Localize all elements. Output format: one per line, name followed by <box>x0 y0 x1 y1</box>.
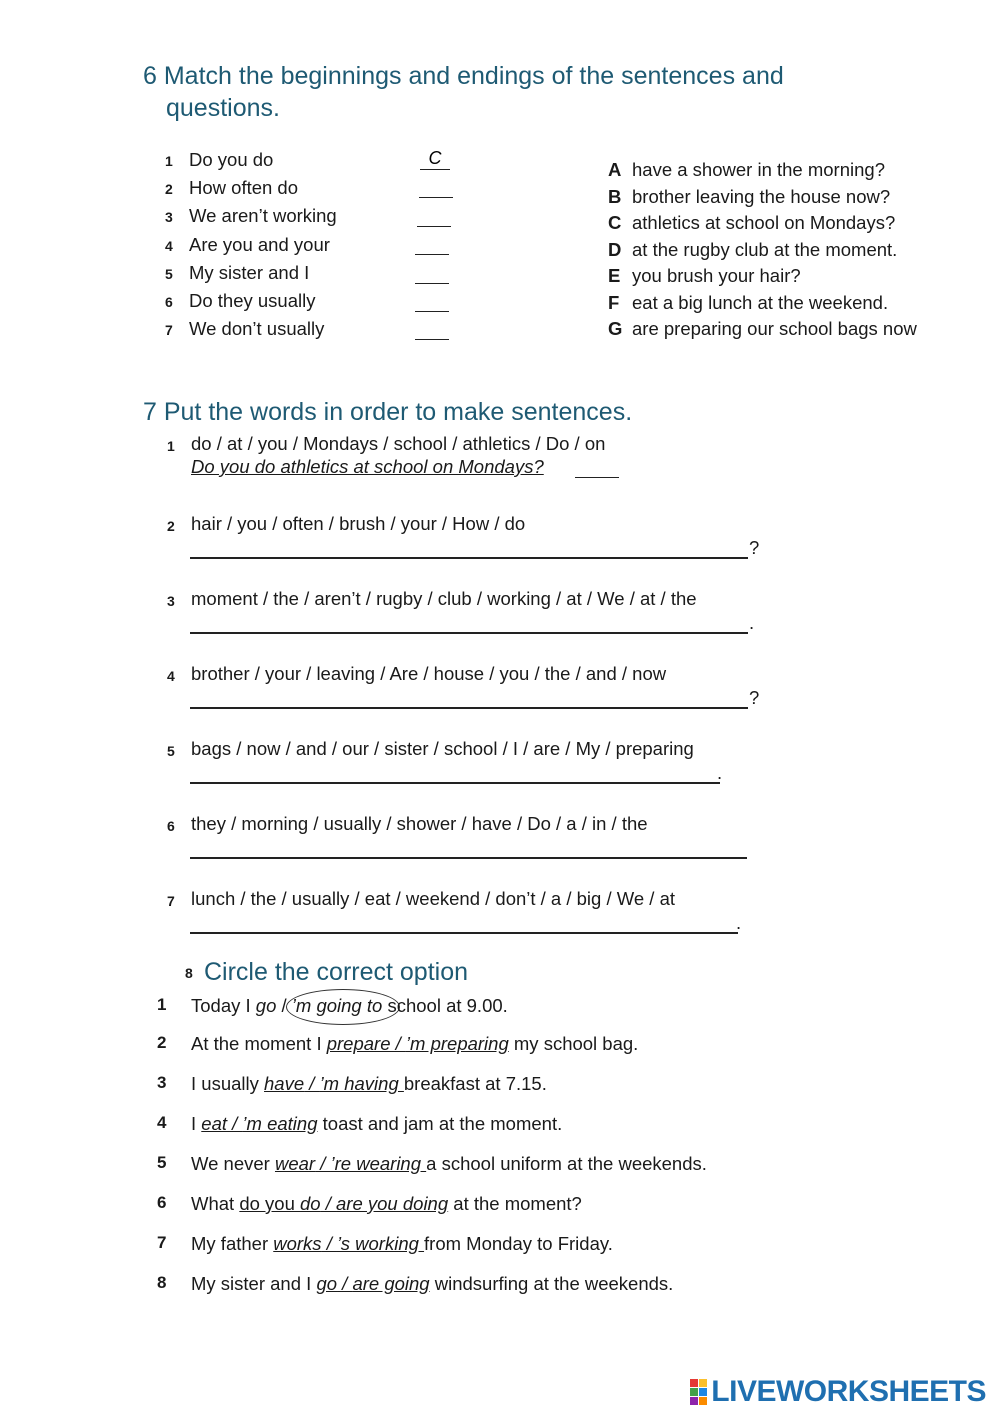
ex7-heading: 7 Put the words in order to make sentences. <box>143 398 633 426</box>
ex6-ending-letter: F <box>608 292 620 313</box>
ex8-text-after: school at 9.00. <box>382 995 508 1016</box>
ex6-ending-text: at the rugby club at the moment. <box>632 239 898 260</box>
ex8-option-1[interactable]: go <box>316 1273 338 1294</box>
ex7-end-punctuation: . <box>717 762 723 783</box>
ex6-ending <box>608 292 888 314</box>
ex8-trailing-word: to <box>361 995 383 1016</box>
ex8-text-before: My father <box>191 1233 274 1254</box>
ex7-end-punctuation: ? <box>749 537 760 558</box>
ex6-ending-text: have a shower in the morning? <box>632 159 885 180</box>
ex6-ending <box>608 239 897 261</box>
ex6-item-number: 4 <box>165 238 173 254</box>
ex6-ending-letter: E <box>608 265 621 286</box>
ex6-ending-text: are preparing our school bags now <box>632 318 917 339</box>
ex6-item-text: How often do <box>189 177 299 198</box>
ex8-item-number: 6 <box>157 1193 167 1212</box>
ex6-item-number: 5 <box>165 266 173 282</box>
ex6-item-number: 6 <box>165 294 173 310</box>
ex8-text-after: windsurfing at the weekends. <box>429 1273 674 1294</box>
ex6-ending <box>608 212 895 234</box>
ex6-item-text: My sister and I <box>189 262 310 283</box>
ex8-text-after: breakfast at 7.15. <box>403 1073 547 1094</box>
ex6-item-number: 1 <box>165 153 173 169</box>
ex8-option-separator: / <box>227 1113 243 1134</box>
ex7-item-number: 2 <box>167 518 175 534</box>
ex7-item-words: hair / you / often / brush / your / How / do <box>191 513 526 534</box>
ex8-item-number: 3 <box>157 1073 167 1092</box>
ex6-item-number: 7 <box>165 322 173 338</box>
ex8-option-1[interactable]: have <box>264 1073 305 1094</box>
ex6-answer-input-1[interactable] <box>420 147 450 170</box>
ex7-item-number: 3 <box>167 593 175 609</box>
ex7-answer-input-4[interactable] <box>190 683 748 709</box>
ex6-answer-input-3[interactable] <box>417 204 451 227</box>
ex8-text-after: at the moment? <box>448 1193 582 1214</box>
ex8-option-2[interactable]: ’m going <box>291 995 362 1016</box>
ex7-example-answer: Do you do athletics at school on Mondays? <box>191 456 544 477</box>
ex6-ending-letter: B <box>608 186 622 207</box>
ex7-answer-input-3[interactable] <box>190 608 748 634</box>
ex6-ending <box>608 318 917 340</box>
ex8-text-before: We never <box>191 1153 275 1174</box>
ex8-option-2[interactable]: are going <box>352 1273 430 1294</box>
ex7-answer-input-6[interactable] <box>190 833 747 859</box>
ex8-option-separator: / <box>315 1153 331 1174</box>
ex7-item-number: 4 <box>167 668 175 684</box>
ex6-item-text: We don’t usually <box>189 318 325 339</box>
ex6-item-number: 2 <box>165 181 173 197</box>
ex7-answer-input-2[interactable] <box>190 533 748 559</box>
ex7-item-number: 6 <box>167 818 175 834</box>
ex6-item-text: We aren’t working <box>189 205 337 226</box>
logo-mark-icon <box>690 1379 707 1405</box>
ex7-item-words: moment / the / aren’t / rugby / club / working / at / We / at / the <box>191 588 697 609</box>
ex7-item-number: 5 <box>167 743 175 759</box>
ex8-item <box>191 1113 562 1135</box>
ex6-ending-text: you brush your hair? <box>632 265 801 286</box>
ex7-example-underline <box>575 477 619 478</box>
ex6-ending-text: athletics at school on Mondays? <box>632 212 896 233</box>
ex7-item-words: bags / now / and / our / sister / school / I / are / My / preparing <box>191 738 694 759</box>
ex8-option-1[interactable]: eat <box>201 1113 227 1134</box>
ex8-option-1[interactable]: works <box>273 1233 322 1254</box>
ex8-heading: Circle the correct option <box>204 958 469 986</box>
ex6-item-text: Do they usually <box>189 290 316 311</box>
ex8-item-number: 7 <box>157 1233 167 1252</box>
ex7-answer-input-7[interactable] <box>190 908 738 934</box>
ex7-item-number: 7 <box>167 893 175 909</box>
ex6-item-text: Are you and your <box>189 234 330 255</box>
ex7-end-punctuation: . <box>736 912 742 933</box>
ex8-text-before: My sister and I <box>191 1273 317 1294</box>
ex7-answer-input-5[interactable] <box>190 758 723 784</box>
ex7-item-number: 1 <box>167 438 175 454</box>
ex7-item-words: do / at / you / Mondays / school / athletics / Do / on <box>191 433 606 454</box>
ex6-heading-line2: questions. <box>166 94 280 122</box>
ex8-option-1[interactable]: prepare <box>326 1033 391 1054</box>
ex8-text-after: my school bag. <box>508 1033 639 1054</box>
ex6-ending-text: eat a big lunch at the weekend. <box>632 292 889 313</box>
ex6-answer-input-4[interactable] <box>415 232 449 255</box>
ex8-option-2[interactable]: are you doing <box>336 1193 449 1214</box>
ex6-ending-text: brother leaving the house now? <box>632 186 891 207</box>
ex6-heading-line1: 6 Match the beginnings and endings of the sentences and <box>143 62 784 90</box>
ex8-option-2[interactable]: ’m eating <box>242 1113 318 1134</box>
ex8-option-2[interactable]: ’re wearing <box>330 1153 427 1174</box>
ex8-text-before: What <box>191 1193 240 1214</box>
ex8-option-1[interactable]: do <box>300 1193 321 1214</box>
ex8-item-number: 1 <box>157 995 167 1014</box>
ex8-text-after: from Monday to Friday. <box>424 1233 613 1254</box>
ex8-item <box>191 1033 638 1055</box>
ex6-answer-input-6[interactable] <box>415 289 449 312</box>
ex8-option-separator: / <box>321 1233 337 1254</box>
ex8-item <box>191 1273 673 1295</box>
ex6-ending-letter: G <box>608 318 623 339</box>
ex8-item-number: 4 <box>157 1113 167 1132</box>
ex8-option-2[interactable]: ’m preparing <box>405 1033 509 1054</box>
ex8-option-separator: / <box>276 995 292 1016</box>
ex8-text-after: toast and jam at the moment. <box>317 1113 563 1134</box>
ex6-ending-letter: A <box>608 159 622 180</box>
ex6-ending-letter: C <box>608 212 622 233</box>
ex6-item-text: Do you do <box>189 149 274 170</box>
ex8-text-before: At the moment I <box>191 1033 327 1054</box>
ex7-end-punctuation: ? <box>749 687 760 708</box>
ex8-item <box>191 1073 547 1095</box>
ex8-item-number: 2 <box>157 1033 167 1052</box>
ex7-item-words: lunch / the / usually / eat / weekend / don’t / a / big / We / at <box>191 888 676 909</box>
ex8-option-2[interactable]: ’s working <box>336 1233 425 1254</box>
ex8-text-before: I usually <box>191 1073 265 1094</box>
ex6-ending <box>608 159 885 181</box>
ex8-text-before: Today I <box>191 995 256 1016</box>
ex8-item-number: 8 <box>157 1273 167 1292</box>
ex8-option-2[interactable]: ’m having <box>319 1073 404 1094</box>
ex8-item <box>191 1193 582 1215</box>
ex7-item-words: brother / your / leaving / Are / house / you / the / and / now <box>191 663 667 684</box>
ex8-option-1[interactable]: wear <box>274 1153 316 1174</box>
ex6-answer-input-7[interactable] <box>415 317 449 340</box>
logo-text: LIVEWORKSHEETS <box>711 1375 986 1408</box>
ex6-item-number: 3 <box>165 209 173 225</box>
ex8-item <box>191 1233 613 1255</box>
ex8-text-after: a school uniform at the weekends. <box>426 1153 707 1174</box>
liveworksheets-logo[interactable] <box>690 1375 986 1409</box>
ex8-option-separator: / <box>390 1033 406 1054</box>
ex8-text-lead: do you <box>239 1193 301 1214</box>
ex8-item <box>191 1153 707 1175</box>
ex7-end-punctuation: . <box>749 612 755 633</box>
ex8-option-separator: / <box>337 1273 353 1294</box>
ex6-answer-input-2[interactable] <box>419 175 453 198</box>
ex8-option-1[interactable]: go <box>255 995 277 1016</box>
ex6-ending <box>608 186 890 208</box>
ex6-ending-letter: D <box>608 239 622 260</box>
ex8-item <box>191 995 508 1017</box>
ex7-item-words: they / morning / usually / shower / have / Do / a / in / the <box>191 813 648 834</box>
ex8-option-separator: / <box>320 1193 337 1214</box>
ex6-ending <box>608 265 801 287</box>
ex8-text-before: I <box>191 1113 202 1134</box>
ex8-option-separator: / <box>304 1073 320 1094</box>
ex6-answer-input-5[interactable] <box>415 261 449 284</box>
ex8-number: 8 <box>185 965 193 981</box>
ex8-item-number: 5 <box>157 1153 167 1172</box>
